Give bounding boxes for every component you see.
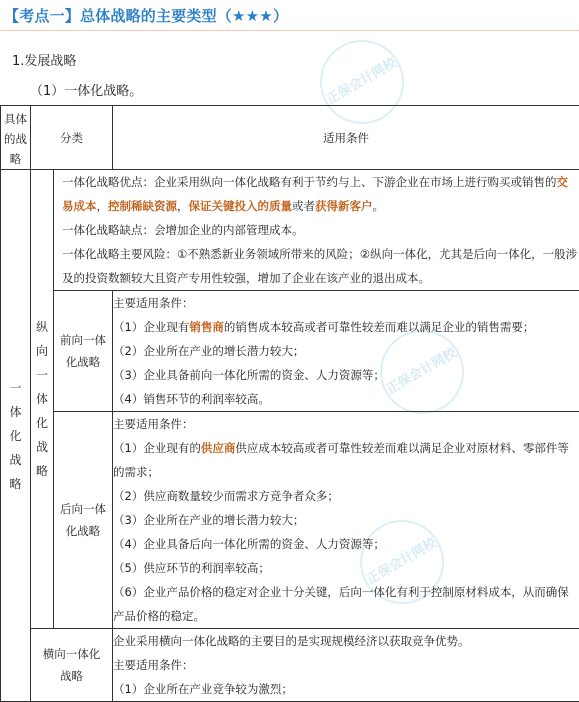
intro-conditions [54, 170, 579, 291]
header-conditions: 适用条件 [113, 106, 579, 170]
watermark-logo: 正保会计网校 [305, 25, 420, 140]
sub-title: （1）一体化战略。 [30, 80, 142, 99]
backward-conditions: 主要适用条件： （1）企业现有的供应商供应成本较高或者可靠性较差而难以满足企业对原材料、零部件等的需求； （2）供应商数量较少而需求方竞争者众多； （3）企业所在产业的增长潜力较大； （4）企业具备后向一体化所需的资金、人力资源等； （5）供应环节的利润率较高； （6）企业产品价格的稳定对企业十分关键，后向一体化有利于控制原材料成本，从而确保产品价格的稳定。 [113, 412, 579, 629]
forward-conditions: 主要适用条件： （1）企业现有销售商的销售成本较高或者可靠性较差而难以满足企业的销售需要； （2）企业所在产业的增长潜力较大； （3）企业具备前向一体化所需的资金、人力资源等； （4）销售环节的利润率较高。 [113, 291, 579, 412]
backward-integration-cell: 后向一体化战略 [54, 412, 113, 629]
horizontal-integration-cell: 横向一体化战略 [31, 629, 113, 702]
risks-text: 一体化战略主要风险：①不熟悉新业务领域所带来的风险；②纵向一体化，尤其是后向一体化，一般涉及的投资数额较大且资产专用性较强，增加了企业在该产业的退出成本。 [62, 242, 579, 290]
header-bar [0, 0, 579, 31]
forward-integration-cell: 前向一体化战略 [54, 291, 113, 412]
page-title: 【考点一】总体战略的主要类型（★★★） [4, 5, 288, 26]
watermark-logo: 正保会计网校 [345, 505, 460, 620]
strategy-table [0, 105, 579, 702]
watermark-logo: 正保会计网校 [365, 315, 480, 430]
horizontal-conditions: 企业采用横向一体化战略的主要目的是实现规模经济以获取竞争优势。 主要适用条件： （1）企业所在产业竞争较为激烈； [113, 629, 579, 702]
section-title: 1.发展战略 [12, 50, 76, 69]
advantages-text: 一体化战略优点：企业采用纵向一体化战略有利于节约与上、下游企业在市场上进行购买或销售的交易成本，控制稀缺资源，保证关键投入的质量或者获得新客户。 [62, 170, 579, 218]
vertical-integration-cell: 纵向一体化战略 [31, 170, 54, 629]
header-strategy: 具体的战略 [1, 106, 31, 170]
header-category: 分类 [31, 106, 113, 170]
disadvantages-text: 一体化战略缺点：会增加企业的内部管理成本。 [62, 218, 579, 242]
integration-strategy-cell: 一体化战略 [1, 170, 31, 702]
